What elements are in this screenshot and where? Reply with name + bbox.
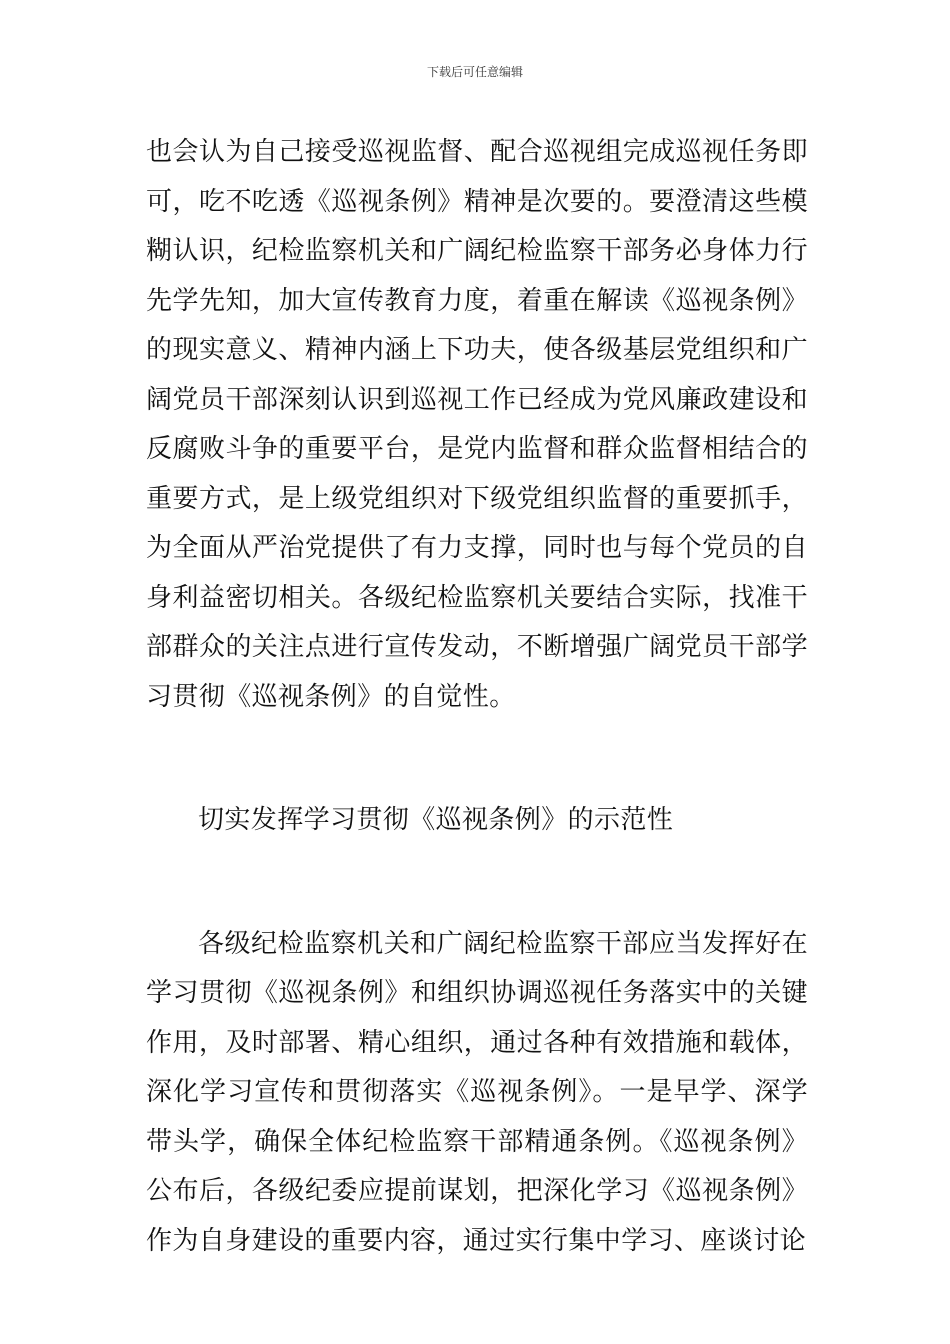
- paragraph-gap: [146, 846, 808, 920]
- page-header-note: 下载后可任意编辑: [426, 65, 523, 79]
- paragraph-continued: 也会认为自己接受巡视监督、配合巡视组完成巡视任务即可，吃不吃透《巡视条例》精神是次要的。要澄清这些模糊认识，纪检监察机关和广阔纪检监察干部务必身体力行先学先知，加大宣传教育力度，着重在解读《巡视条例》的现实意义、精神内涵上下功夫，使各级基层党组织和广阔党员干部深刻认识到巡视工作已经成为党风廉政建设和反腐败斗争的重要平台，是党内监督和群众监督相结合的重要方式，是上级党组织对下级党组织监督的重要抓手，为全面从严治党提供了有力支撑，同时也与每个党员的自身利益密切相关。各级纪检监察机关要结合实际，找准干部群众的关注点进行宣传发动，不断增强广阔党员干部学习贯彻《巡视条例》的自觉性。: [146, 137, 808, 712]
- section-heading: 切实发挥学习贯彻《巡视条例》的示范性: [198, 805, 674, 835]
- document-body: [146, 128, 808, 1266]
- paragraph-section-body: 各级纪检监察机关和广阔纪检监察干部应当发挥好在学习贯彻《巡视条例》和组织协调巡视任务落实中的关键作用，及时部署、精心组织，通过各种有效措施和载体，深化学习宣传和贯彻落实《巡视条例》。一是早学、深学带头学，确保全体纪检监察干部精通条例。《巡视条例》公布后，各级纪委应提前谋划，把深化学习《巡视条例》作为自身建设的重要内容，通过实行集中学习、座谈讨论: [146, 928, 808, 1256]
- paragraph-gap: [146, 722, 808, 796]
